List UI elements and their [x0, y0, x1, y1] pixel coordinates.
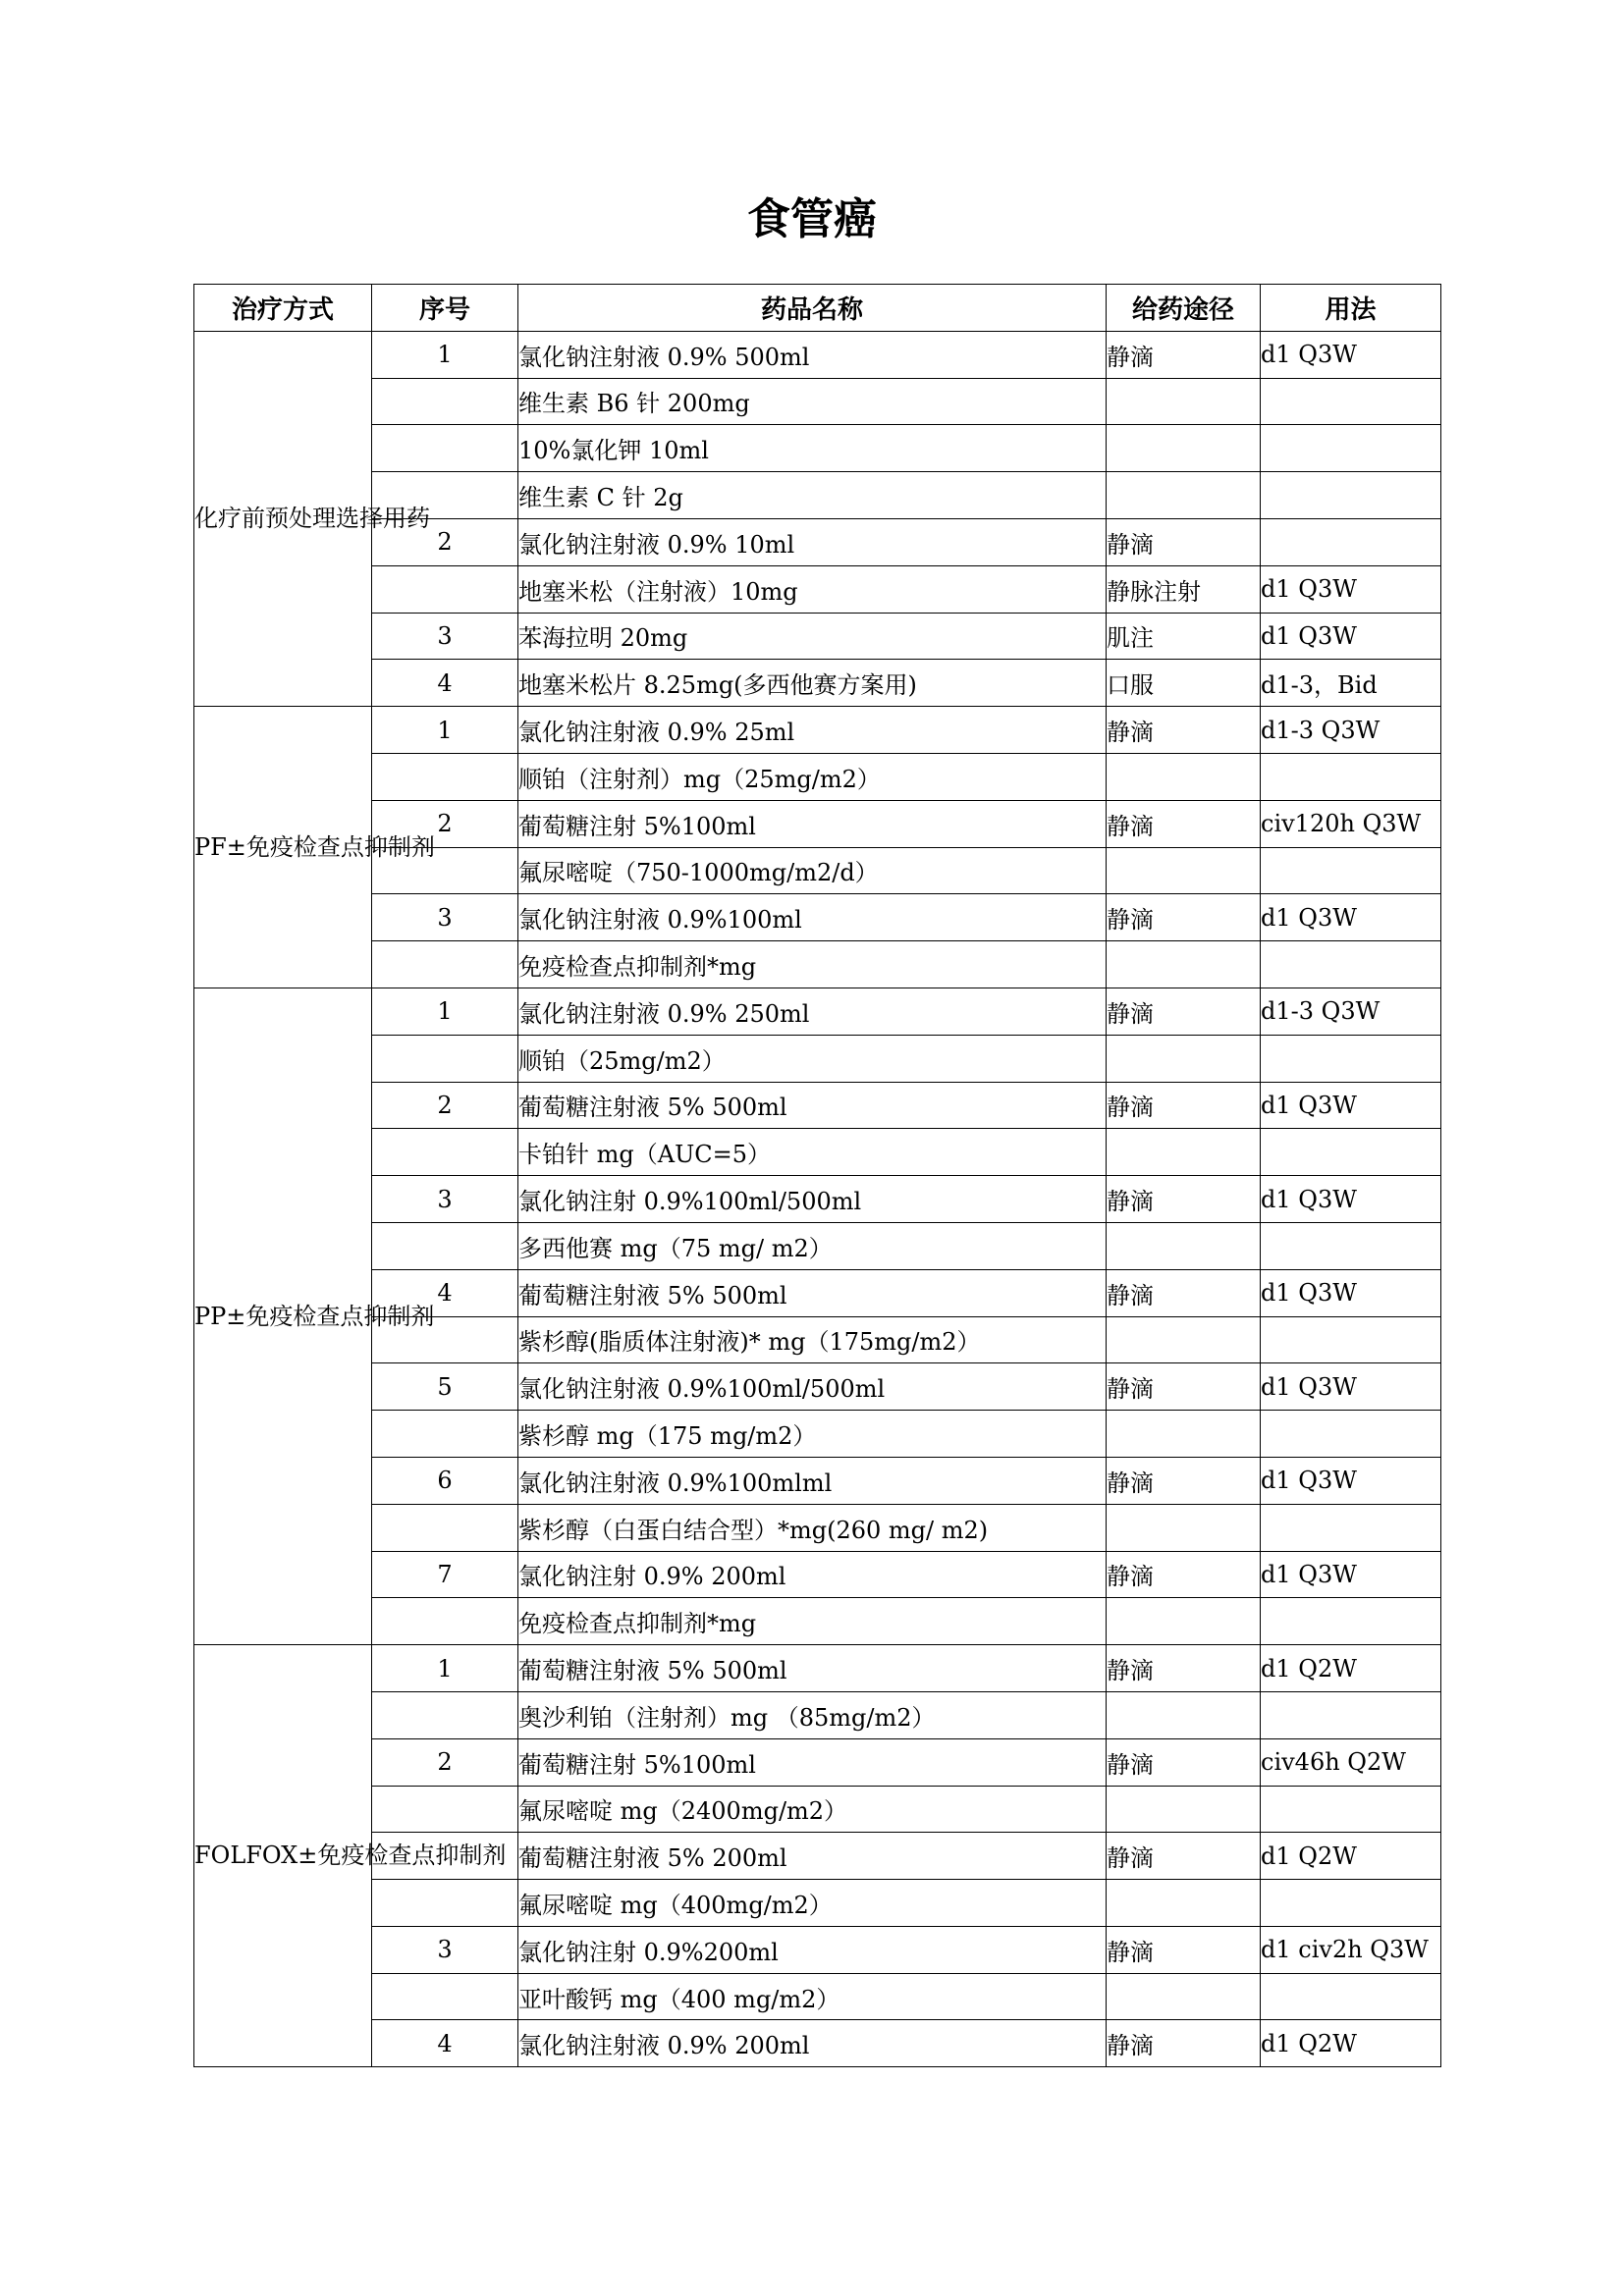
drug-name-cell: 氯化钠注射液 0.9% 10ml — [518, 518, 1107, 565]
route-cell: 静滴 — [1107, 1176, 1261, 1223]
table-row — [194, 1411, 1441, 1458]
usage-cell — [1261, 1129, 1441, 1176]
table-header-row — [194, 285, 1441, 332]
route-cell: 肌注 — [1107, 613, 1261, 660]
drug-name-cell: 顺铂（注射剂）mg（25mg/m2） — [518, 753, 1107, 800]
usage-cell — [1261, 1035, 1441, 1082]
drug-name-cell: 奥沙利铂（注射剂）mg （85mg/m2） — [518, 1691, 1107, 1738]
route-cell: 静滴 — [1107, 1645, 1261, 1692]
usage-cell — [1261, 1222, 1441, 1269]
route-cell: 静滴 — [1107, 1833, 1261, 1880]
table-row — [194, 1598, 1441, 1645]
drug-name-cell: 氯化钠注射液 0.9% 25ml — [518, 707, 1107, 754]
drug-name-cell: 苯海拉明 20mg — [518, 613, 1107, 660]
usage-cell — [1261, 847, 1441, 894]
page-title: 食管癌 — [747, 194, 877, 244]
sequence-cell — [372, 425, 518, 472]
table-row — [194, 1457, 1441, 1504]
table-row — [194, 1504, 1441, 1551]
sequence-cell: 2 — [372, 800, 518, 847]
drug-name-cell: 葡萄糖注射液 5% 500ml — [518, 1082, 1107, 1129]
sequence-cell — [372, 753, 518, 800]
route-cell: 静滴 — [1107, 1926, 1261, 1973]
usage-cell: d1 Q3W — [1261, 1363, 1441, 1411]
usage-cell: d1 Q3W — [1261, 1269, 1441, 1316]
sequence-cell: 7 — [372, 1551, 518, 1598]
drug-name-cell: 葡萄糖注射液 5% 200ml — [518, 1833, 1107, 1880]
table-row — [194, 941, 1441, 988]
drug-name-cell: 葡萄糖注射 5%100ml — [518, 1738, 1107, 1786]
usage-cell — [1261, 753, 1441, 800]
sequence-cell — [372, 565, 518, 613]
usage-cell: d1-3 Q3W — [1261, 707, 1441, 754]
sequence-cell: 4 — [372, 1269, 518, 1316]
usage-cell — [1261, 941, 1441, 988]
drug-name-cell: 免疫检查点抑制剂*mg — [518, 1598, 1107, 1645]
drug-name-cell: 氯化钠注射 0.9%100ml/500ml — [518, 1176, 1107, 1223]
regimen-table — [193, 284, 1441, 2067]
route-cell: 静滴 — [1107, 1363, 1261, 1411]
header-no: 序号 — [372, 285, 518, 332]
usage-cell — [1261, 378, 1441, 425]
usage-cell: d1 Q2W — [1261, 1645, 1441, 1692]
table-row — [194, 378, 1441, 425]
usage-cell: d1 civ2h Q3W — [1261, 1926, 1441, 1973]
drug-name-cell: 多西他赛 mg（75 mg/ m2） — [518, 1222, 1107, 1269]
sequence-cell — [372, 1411, 518, 1458]
route-cell — [1107, 753, 1261, 800]
drug-name-cell: 葡萄糖注射 5%100ml — [518, 800, 1107, 847]
sequence-cell: 2 — [372, 518, 518, 565]
usage-cell — [1261, 1786, 1441, 1833]
sequence-cell: 6 — [372, 1457, 518, 1504]
route-cell — [1107, 1129, 1261, 1176]
drug-name-cell: 维生素 C 针 2g — [518, 472, 1107, 519]
route-cell — [1107, 1504, 1261, 1551]
drug-name-cell: 卡铂针 mg（AUC=5） — [518, 1129, 1107, 1176]
table-row — [194, 1176, 1441, 1223]
sequence-cell — [372, 1786, 518, 1833]
route-cell: 静滴 — [1107, 707, 1261, 754]
drug-name-cell: 氯化钠注射 0.9%200ml — [518, 1926, 1107, 1973]
treatment-method-cell: PP±免疫检查点抑制剂 — [194, 988, 372, 1644]
route-cell — [1107, 1786, 1261, 1833]
usage-cell: d1 Q2W — [1261, 1833, 1441, 1880]
sequence-cell: 3 — [372, 894, 518, 941]
table-row — [194, 894, 1441, 941]
route-cell — [1107, 1316, 1261, 1363]
header-method: 治疗方式 — [194, 285, 372, 332]
treatment-method-cell: FOLFOX±免疫检查点抑制剂 — [194, 1645, 372, 2067]
route-cell: 静滴 — [1107, 2020, 1261, 2067]
table-row — [194, 660, 1441, 707]
usage-cell: d1 Q3W — [1261, 1457, 1441, 1504]
sequence-cell — [372, 1973, 518, 2020]
route-cell: 静滴 — [1107, 1738, 1261, 1786]
usage-cell: d1 Q3W — [1261, 894, 1441, 941]
table-row — [194, 988, 1441, 1035]
header-drug: 药品名称 — [518, 285, 1107, 332]
table-row — [194, 1973, 1441, 2020]
drug-name-cell: 氯化钠注射液 0.9%100ml/500ml — [518, 1363, 1107, 1411]
drug-name-cell: 10%氯化钾 10ml — [518, 425, 1107, 472]
route-cell — [1107, 1880, 1261, 1927]
usage-cell: d1 Q3W — [1261, 331, 1441, 378]
usage-cell: d1-3，Bid — [1261, 660, 1441, 707]
route-cell — [1107, 847, 1261, 894]
route-cell: 静滴 — [1107, 894, 1261, 941]
route-cell: 静滴 — [1107, 1082, 1261, 1129]
table-row — [194, 1786, 1441, 1833]
table-row — [194, 613, 1441, 660]
sequence-cell: 5 — [372, 1363, 518, 1411]
usage-cell — [1261, 472, 1441, 519]
sequence-cell — [372, 941, 518, 988]
sequence-cell: 2 — [372, 1738, 518, 1786]
table-row — [194, 331, 1441, 378]
drug-name-cell: 氯化钠注射 0.9% 200ml — [518, 1551, 1107, 1598]
usage-cell: d1 Q3W — [1261, 1176, 1441, 1223]
table-row — [194, 1738, 1441, 1786]
usage-cell: d1-3 Q3W — [1261, 988, 1441, 1035]
drug-name-cell: 葡萄糖注射液 5% 500ml — [518, 1645, 1107, 1692]
table-row — [194, 1222, 1441, 1269]
table-row — [194, 707, 1441, 754]
usage-cell: d1 Q2W — [1261, 2020, 1441, 2067]
header-usage: 用法 — [1261, 285, 1441, 332]
drug-name-cell: 紫杉醇 mg（175 mg/m2） — [518, 1411, 1107, 1458]
sequence-cell — [372, 1598, 518, 1645]
sequence-cell — [372, 1035, 518, 1082]
table-row — [194, 1129, 1441, 1176]
sequence-cell: 1 — [372, 331, 518, 378]
table-row — [194, 2020, 1441, 2067]
drug-name-cell: 维生素 B6 针 200mg — [518, 378, 1107, 425]
header-route: 给药途径 — [1107, 285, 1261, 332]
drug-name-cell: 地塞米松片 8.25mg(多西他赛方案用) — [518, 660, 1107, 707]
drug-name-cell: 紫杉醇（白蛋白结合型）*mg(260 mg/ m2) — [518, 1504, 1107, 1551]
route-cell — [1107, 1411, 1261, 1458]
drug-name-cell: 葡萄糖注射液 5% 500ml — [518, 1269, 1107, 1316]
route-cell — [1107, 1598, 1261, 1645]
usage-cell: d1 Q3W — [1261, 565, 1441, 613]
sequence-cell: 2 — [372, 1082, 518, 1129]
sequence-cell: 4 — [372, 2020, 518, 2067]
usage-cell — [1261, 1598, 1441, 1645]
sequence-cell — [372, 1222, 518, 1269]
table-row — [194, 1691, 1441, 1738]
table-row — [194, 425, 1441, 472]
usage-cell — [1261, 518, 1441, 565]
usage-cell — [1261, 425, 1441, 472]
usage-cell — [1261, 1411, 1441, 1458]
usage-cell: civ120h Q3W — [1261, 800, 1441, 847]
table-body — [194, 331, 1441, 2066]
sequence-cell: 1 — [372, 1645, 518, 1692]
sequence-cell — [372, 1129, 518, 1176]
usage-cell — [1261, 1973, 1441, 2020]
route-cell — [1107, 1691, 1261, 1738]
table-row — [194, 1035, 1441, 1082]
sequence-cell: 3 — [372, 1176, 518, 1223]
route-cell: 静滴 — [1107, 800, 1261, 847]
drug-name-cell: 顺铂（25mg/m2） — [518, 1035, 1107, 1082]
route-cell: 静脉注射 — [1107, 565, 1261, 613]
route-cell — [1107, 1222, 1261, 1269]
drug-name-cell: 氯化钠注射液 0.9%100mlml — [518, 1457, 1107, 1504]
sequence-cell — [372, 1880, 518, 1927]
usage-cell — [1261, 1691, 1441, 1738]
sequence-cell: 3 — [372, 613, 518, 660]
route-cell — [1107, 378, 1261, 425]
table-row — [194, 1551, 1441, 1598]
drug-name-cell: 地塞米松（注射液）10mg — [518, 565, 1107, 613]
drug-name-cell: 亚叶酸钙 mg（400 mg/m2） — [518, 1973, 1107, 2020]
table-row — [194, 1363, 1441, 1411]
usage-cell: d1 Q3W — [1261, 1551, 1441, 1598]
table-row — [194, 1082, 1441, 1129]
drug-name-cell: 免疫检查点抑制剂*mg — [518, 941, 1107, 988]
drug-name-cell: 氯化钠注射液 0.9% 500ml — [518, 331, 1107, 378]
route-cell: 静滴 — [1107, 988, 1261, 1035]
route-cell — [1107, 941, 1261, 988]
usage-cell: d1 Q3W — [1261, 613, 1441, 660]
drug-name-cell: 氯化钠注射液 0.9% 250ml — [518, 988, 1107, 1035]
usage-cell — [1261, 1316, 1441, 1363]
treatment-method-cell: PF±免疫检查点抑制剂 — [194, 707, 372, 988]
sequence-cell: 1 — [372, 988, 518, 1035]
route-cell — [1107, 425, 1261, 472]
sequence-cell: 3 — [372, 1926, 518, 1973]
route-cell: 静滴 — [1107, 1551, 1261, 1598]
drug-name-cell: 氯化钠注射液 0.9% 200ml — [518, 2020, 1107, 2067]
table-row — [194, 1880, 1441, 1927]
treatment-method-cell: 化疗前预处理选择用药 — [194, 331, 372, 706]
drug-name-cell: 氟尿嘧啶 mg（2400mg/m2） — [518, 1786, 1107, 1833]
usage-cell — [1261, 1504, 1441, 1551]
route-cell: 静滴 — [1107, 1269, 1261, 1316]
route-cell: 静滴 — [1107, 331, 1261, 378]
table-row — [194, 1926, 1441, 1973]
table-row — [194, 565, 1441, 613]
drug-name-cell: 氟尿嘧啶（750-1000mg/m2/d） — [518, 847, 1107, 894]
sequence-cell — [372, 1691, 518, 1738]
route-cell: 口服 — [1107, 660, 1261, 707]
route-cell — [1107, 1973, 1261, 2020]
usage-cell: d1 Q3W — [1261, 1082, 1441, 1129]
drug-name-cell: 氯化钠注射液 0.9%100ml — [518, 894, 1107, 941]
sequence-cell — [372, 378, 518, 425]
usage-cell — [1261, 1880, 1441, 1927]
route-cell: 静滴 — [1107, 518, 1261, 565]
route-cell — [1107, 472, 1261, 519]
drug-name-cell: 氟尿嘧啶 mg（400mg/m2） — [518, 1880, 1107, 1927]
table-row — [194, 1645, 1441, 1692]
route-cell — [1107, 1035, 1261, 1082]
sequence-cell: 4 — [372, 660, 518, 707]
table-row — [194, 753, 1441, 800]
drug-name-cell: 紫杉醇(脂质体注射液)* mg（175mg/m2） — [518, 1316, 1107, 1363]
sequence-cell: 1 — [372, 707, 518, 754]
sequence-cell — [372, 1504, 518, 1551]
usage-cell: civ46h Q2W — [1261, 1738, 1441, 1786]
route-cell: 静滴 — [1107, 1457, 1261, 1504]
